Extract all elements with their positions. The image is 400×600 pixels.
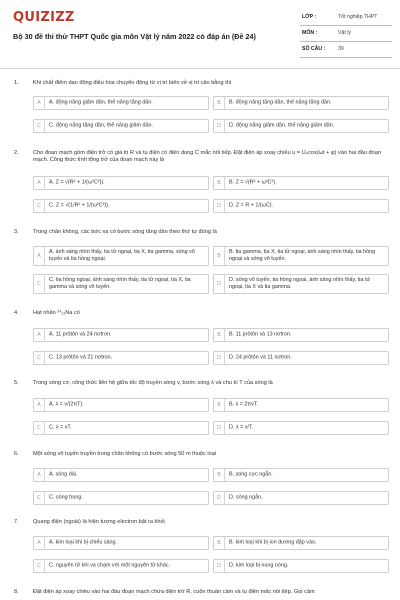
option-text: B. Z = √(R² + ω²C²). <box>229 179 277 186</box>
option-text: C. 13 prôtôn và 21 nơtron. <box>49 354 113 361</box>
option-b[interactable] <box>213 398 389 412</box>
option-text: A. 11 prôtôn và 24 nơtron. <box>49 331 112 338</box>
meta-row-count <box>300 42 392 58</box>
option-letter: B <box>214 537 225 549</box>
meta-row-subject <box>300 26 392 42</box>
option-text: A. ánh sáng nhìn thấy, tia tử ngoại, tia X, tia gamma, sóng vô tuyến và tia hồng ngoại. <box>49 249 195 262</box>
option-text: C. Z = √(1/R² + 1/(ω²C²)). <box>49 202 110 209</box>
option-letter: B <box>214 177 225 189</box>
option-a[interactable] <box>33 328 209 342</box>
meta-value: Vật lý <box>338 30 351 36</box>
option-b[interactable] <box>213 468 389 482</box>
option-text: B. kim loại khi bị ion dương đập vào. <box>229 539 317 546</box>
option-b[interactable] <box>213 536 389 550</box>
option-d[interactable] <box>213 421 389 435</box>
option-letter: D <box>214 422 225 434</box>
option-text: D. kim loại bị nung nóng. <box>229 562 289 569</box>
option-letter: D <box>214 275 225 293</box>
option-c[interactable] <box>33 274 209 294</box>
option-letter: B <box>214 469 225 481</box>
option-letter: C <box>34 275 45 293</box>
option-b[interactable] <box>213 328 389 342</box>
option-a[interactable] <box>33 96 209 110</box>
option-letter: B <box>214 247 225 265</box>
option-letter: C <box>34 200 45 212</box>
option-d[interactable] <box>213 559 389 573</box>
question-number: 5. <box>14 380 19 386</box>
meta-value: Tốt nghiệp THPT <box>338 14 378 20</box>
meta-label: SỐ CÂU : <box>302 46 326 52</box>
worksheet-title: Bộ 30 đề thi thử THPT Quốc gia môn Vật lý năm 2022 có đáp án (Đề 24) <box>13 32 256 41</box>
option-text: A. sóng dài. <box>49 471 78 478</box>
option-letter: D <box>214 492 225 504</box>
option-text: D. 24 prôtôn và 11 nơtron. <box>229 354 292 361</box>
option-letter: A <box>34 97 45 109</box>
question-number: 7. <box>14 519 19 525</box>
option-text: A. λ = v/(2πT). <box>49 401 84 408</box>
option-c[interactable] <box>33 421 209 435</box>
question-text: Hạt nhân ²⁴₁₁Na có <box>33 310 80 316</box>
option-letter: D <box>214 560 225 572</box>
option-letter: A <box>34 177 45 189</box>
question-number: 8. <box>14 589 19 595</box>
option-letter: C <box>34 352 45 364</box>
option-letter: A <box>34 399 45 411</box>
question-number: 6. <box>14 451 19 457</box>
question-text: Một sóng vô tuyến truyền trong chân không có bước sóng 50 m thuộc loại <box>33 451 217 457</box>
option-text: B. 11 prôtôn và 13 nơtron. <box>229 331 292 338</box>
option-b[interactable] <box>213 96 389 110</box>
option-letter: D <box>214 120 225 132</box>
option-letter: A <box>34 469 45 481</box>
option-text: C. động năng tăng dần, thế năng giảm dần. <box>49 122 154 129</box>
option-text: A. động năng giảm dần, thế năng tăng dần. <box>49 99 153 106</box>
question-text: Trong chân không, các bức xạ có bước sóng tăng dần theo thứ tự đúng là <box>33 229 217 235</box>
meta-label: LỚP : <box>302 14 317 20</box>
option-text: B. sóng cực ngắn. <box>229 471 273 478</box>
option-text: D. sóng ngắn. <box>229 494 263 501</box>
worksheet-header <box>0 0 400 68</box>
option-c[interactable] <box>33 559 209 573</box>
question-number: 3. <box>14 229 19 235</box>
question-text: Trong sóng cơ, công thức liên hệ giữa tốc độ truyền sóng v, bước sóng λ và chu kì T của sóng là <box>33 380 273 386</box>
question-text: Khi chất điểm dao động điều hòa chuyển động từ vị trí biên về vị trí cân bằng thì <box>33 80 232 86</box>
header-divider <box>0 68 400 69</box>
quizizz-logo: QUIZIZZ <box>13 10 75 25</box>
option-d[interactable] <box>213 119 389 133</box>
option-d[interactable] <box>213 351 389 365</box>
option-letter: C <box>34 120 45 132</box>
option-b[interactable] <box>213 176 389 190</box>
option-text: C. nguyên tử khi va chạm với một nguyên tử khác. <box>49 562 171 569</box>
option-text: D. λ = v/T. <box>229 424 254 431</box>
option-text: D. Z = R + 1/(ωC). <box>229 202 274 209</box>
option-letter: C <box>34 492 45 504</box>
question-number: 2. <box>14 150 19 156</box>
option-letter: C <box>34 560 45 572</box>
option-a[interactable] <box>33 246 209 266</box>
option-letter: B <box>214 329 225 341</box>
option-letter: B <box>214 399 225 411</box>
option-text: B. tia gamma, tia X, tia tử ngoại, ánh sáng nhìn thấy, tia hồng ngoại và sóng vô tuyến. <box>229 249 376 262</box>
option-letter: A <box>34 329 45 341</box>
option-c[interactable] <box>33 119 209 133</box>
option-letter: D <box>214 200 225 212</box>
option-letter: C <box>34 422 45 434</box>
option-c[interactable] <box>33 199 209 213</box>
option-d[interactable] <box>213 199 389 213</box>
meta-value: 39 <box>338 46 344 52</box>
option-d[interactable] <box>213 274 389 294</box>
option-text: C. tia hồng ngoại, ánh sáng nhìn thấy, tia tử ngoại, tia X, tia gamma và sóng vô tuyến. <box>49 277 191 290</box>
option-text: B. động năng tăng dần, thế năng tăng dần. <box>229 99 332 106</box>
option-text: D. động năng giảm dần, thế năng giảm dần. <box>229 122 335 129</box>
worksheet-meta <box>300 10 392 58</box>
option-c[interactable] <box>33 351 209 365</box>
option-a[interactable] <box>33 176 209 190</box>
option-text: A. kim loại khi bị chiếu sáng. <box>49 539 118 546</box>
option-c[interactable] <box>33 491 209 505</box>
option-letter: A <box>34 537 45 549</box>
option-text: D. sóng vô tuyến, tia hồng ngoại, ánh sáng nhìn thấy, tia tử ngoại, tia X và tia gamma. <box>229 277 371 290</box>
option-text: A. Z = √(R² + 1/(ω²C²)). <box>49 179 105 186</box>
meta-label: MÔN : <box>302 30 318 36</box>
option-text: C. sóng trung. <box>49 494 83 501</box>
option-a[interactable] <box>33 468 209 482</box>
question-number: 4. <box>14 310 19 316</box>
option-text: B. λ = 2πvT. <box>229 401 259 408</box>
option-a[interactable] <box>33 398 209 412</box>
question-number: 1. <box>14 80 19 86</box>
question-text: Quang điện (ngoài) là hiện tượng electron bật ra khỏi <box>33 519 165 525</box>
question-text: Đặt điện áp xoay chiều vào hai đầu đoạn mạch chứa điện trở R, cuộn thuần cảm và tụ điện mắc nối tiếp. Gọi cảm <box>33 589 315 595</box>
question-text: Cho đoạn mạch gồm điện trở có giá trị R và tụ điện có điện dung C mắc nối tiếp. Đặt điện áp xoay chiều u = U₀cos(ωt + φ) vào hai đầu đoạn mạch. Công thức tính tổng trở của đoạn mạch này là <box>33 150 381 164</box>
option-letter: A <box>34 247 45 265</box>
option-letter: D <box>214 352 225 364</box>
option-letter: B <box>214 97 225 109</box>
option-text: C. λ = vT. <box>49 424 72 431</box>
option-b[interactable] <box>213 246 389 266</box>
meta-row-class <box>300 10 392 26</box>
option-a[interactable] <box>33 536 209 550</box>
option-d[interactable] <box>213 491 389 505</box>
